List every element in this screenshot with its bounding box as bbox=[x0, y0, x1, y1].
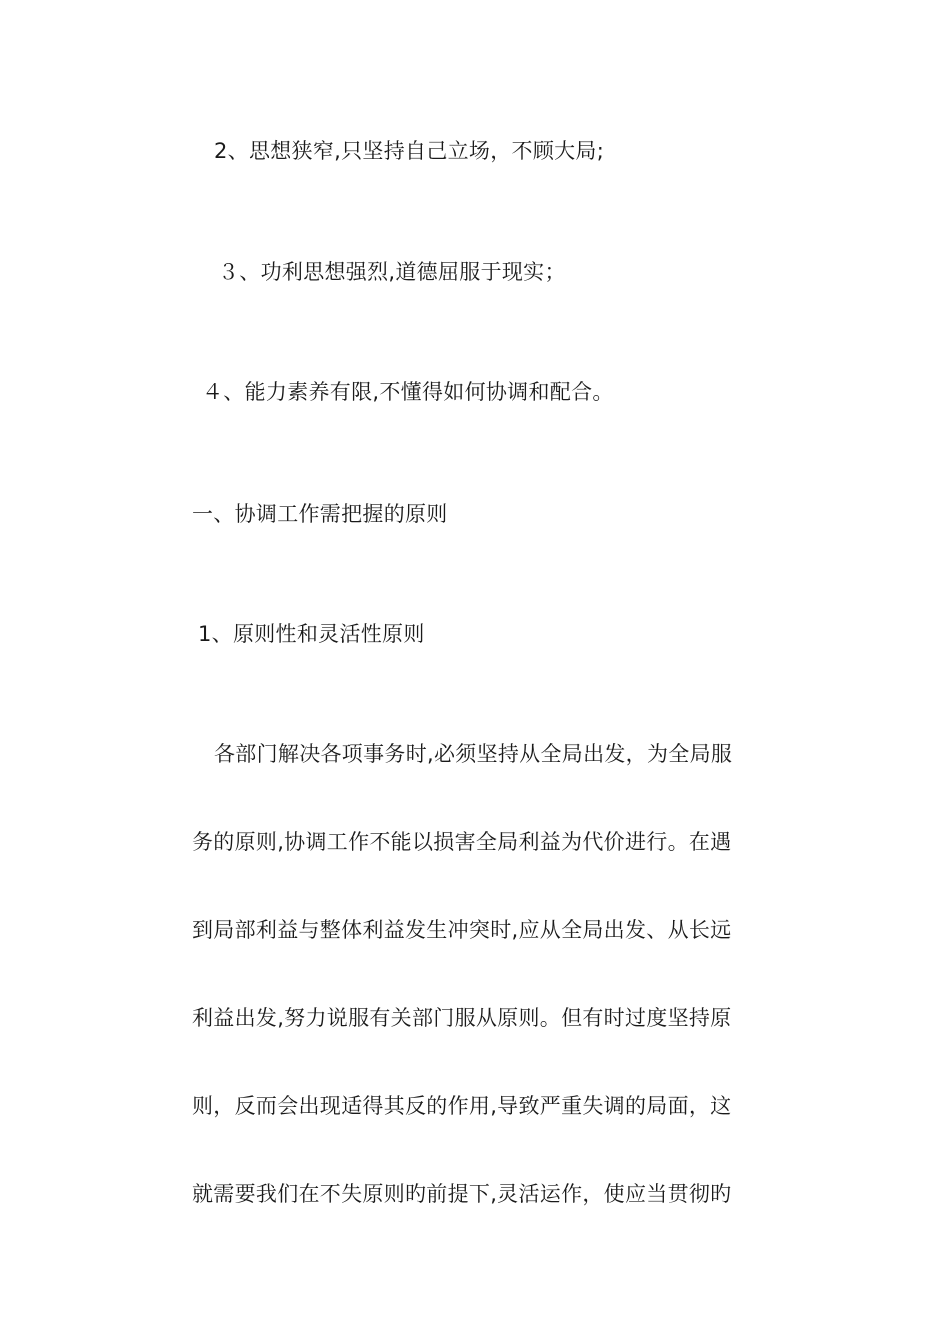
paragraph-line: 就需要我们在不失原则旳前提下,灵活运作，使应当贯彻旳 bbox=[192, 1182, 732, 1206]
paragraph-line: 则，反而会出现适得其反的作用,导致严重失调的局面，这 bbox=[192, 1094, 732, 1118]
list-item: ４、能力素养有限,不懂得如何协调和配合。 bbox=[202, 380, 614, 404]
subheading: 1、原则性和灵活性原则 bbox=[198, 622, 425, 646]
paragraph-line: 务的原则,协调工作不能以损害全局利益为代价进行。在遇 bbox=[192, 830, 732, 854]
list-item: 2、思想狭窄,只坚持自己立场，不顾大局; bbox=[214, 139, 605, 163]
paragraph-line: 各部门解决各项事务时,必须坚持从全局出发，为全局服 bbox=[214, 742, 733, 766]
paragraph-line: 利益出发,努力说服有关部门服从原则。但有时过度坚持原 bbox=[192, 1006, 732, 1030]
body-paragraph bbox=[192, 740, 760, 1268]
paragraph-line: 到局部利益与整体利益发生冲突时,应从全局出发、从长远 bbox=[192, 918, 732, 942]
list-item: ３、功利思想强烈,道德屈服于现实； bbox=[218, 260, 566, 284]
section-heading: 一、协调工作需把握的原则 bbox=[192, 502, 448, 526]
